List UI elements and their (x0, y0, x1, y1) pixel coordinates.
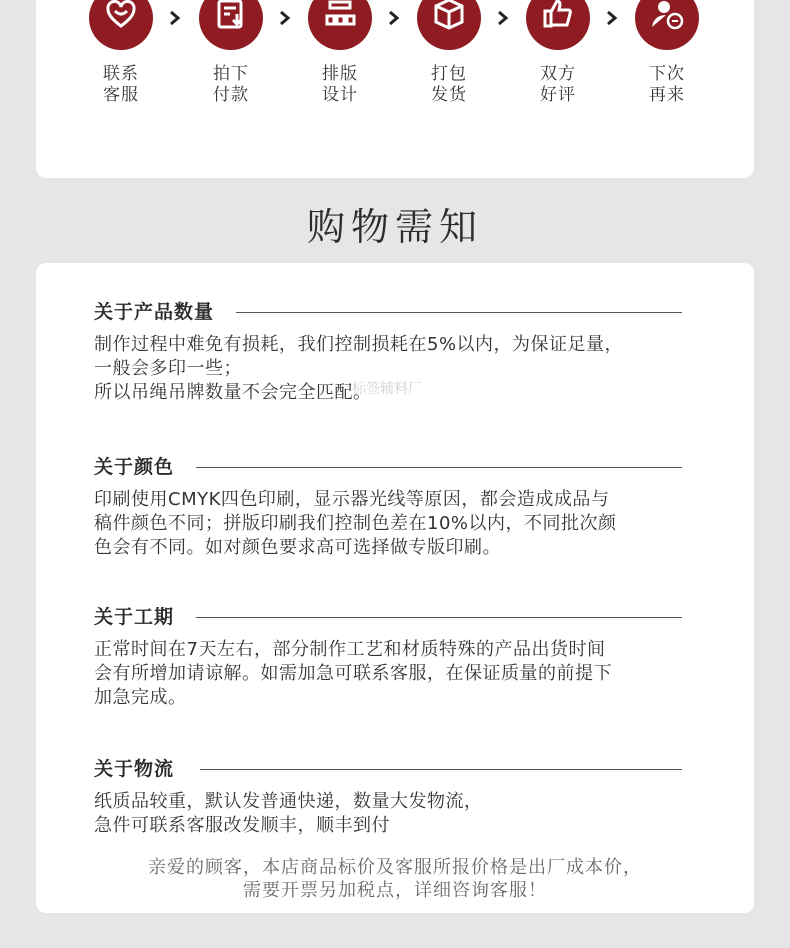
step-label: 打包 发货 (431, 64, 467, 105)
step-pack-ship (417, 0, 481, 106)
notice-block-schedule (94, 602, 682, 710)
layout-blocks-icon (308, 0, 372, 50)
block-body: 纸质品较重，默认发普通快递，数量大发物流， 急件可联系客服改发顺丰，顺丰到付 (94, 791, 483, 836)
document-download-icon (199, 0, 263, 50)
block-heading: 关于产品数量 (94, 297, 224, 324)
divider (196, 617, 682, 618)
price-note: 亲爱的顾客，本店商品标价及客服所报价格是出厂成本价， 需要开票另加税点，详细咨询客服！ (148, 857, 642, 901)
chevron-right-icon (387, 8, 401, 28)
user-return-icon (635, 0, 699, 50)
step-label: 联系 客服 (103, 64, 139, 105)
step-come-again (635, 0, 699, 106)
package-box-icon (417, 0, 481, 50)
chevron-right-icon (605, 8, 619, 28)
step-good-review (526, 0, 590, 106)
notice-card (36, 263, 754, 913)
block-body: 正常时间在7天左右，部分制作工艺和材质特殊的产品出货时间 会有所增加请谅解。如需加急可联系客服，在保证质量的前提下 加急完成。 (94, 639, 612, 708)
step-label: 拍下 付款 (213, 64, 249, 105)
block-heading: 关于工期 (94, 602, 184, 629)
block-body: 制作过程中难免有损耗，我们控制损耗在5%以内，为保证足量， 一般会多印一些； 所以吊绳吊牌数量不会完全匹配。 (94, 334, 624, 403)
notice-block-color (94, 452, 682, 560)
divider (236, 312, 682, 313)
step-layout-design (308, 0, 372, 106)
thumbs-up-icon (526, 0, 590, 50)
section-title: 购物需知 (306, 205, 483, 249)
process-steps (0, 0, 790, 120)
step-contact-service (89, 0, 153, 106)
step-label: 双方 好评 (540, 64, 576, 105)
block-heading: 关于物流 (94, 754, 184, 781)
step-pay (199, 0, 263, 106)
chevron-right-icon (168, 8, 182, 28)
chevron-right-icon (496, 8, 510, 28)
step-label: 下次 再来 (649, 64, 685, 105)
step-label: 排版 设计 (322, 64, 358, 105)
watermark: 标签辅料厂 (352, 381, 422, 397)
chevron-right-icon (278, 8, 292, 28)
divider (196, 467, 682, 468)
heart-location-icon (89, 0, 153, 50)
block-body: 印刷使用CMYK四色印刷，显示器光线等原因，都会造成成品与 稿件颜色不同；拼版印刷我们控制色差在10%以内，不同批次颜 色会有不同。如对颜色要求高可选择做专版印刷。 (94, 489, 617, 558)
divider (200, 769, 682, 770)
notice-block-logistics (94, 754, 682, 838)
block-heading: 关于颜色 (94, 452, 184, 479)
